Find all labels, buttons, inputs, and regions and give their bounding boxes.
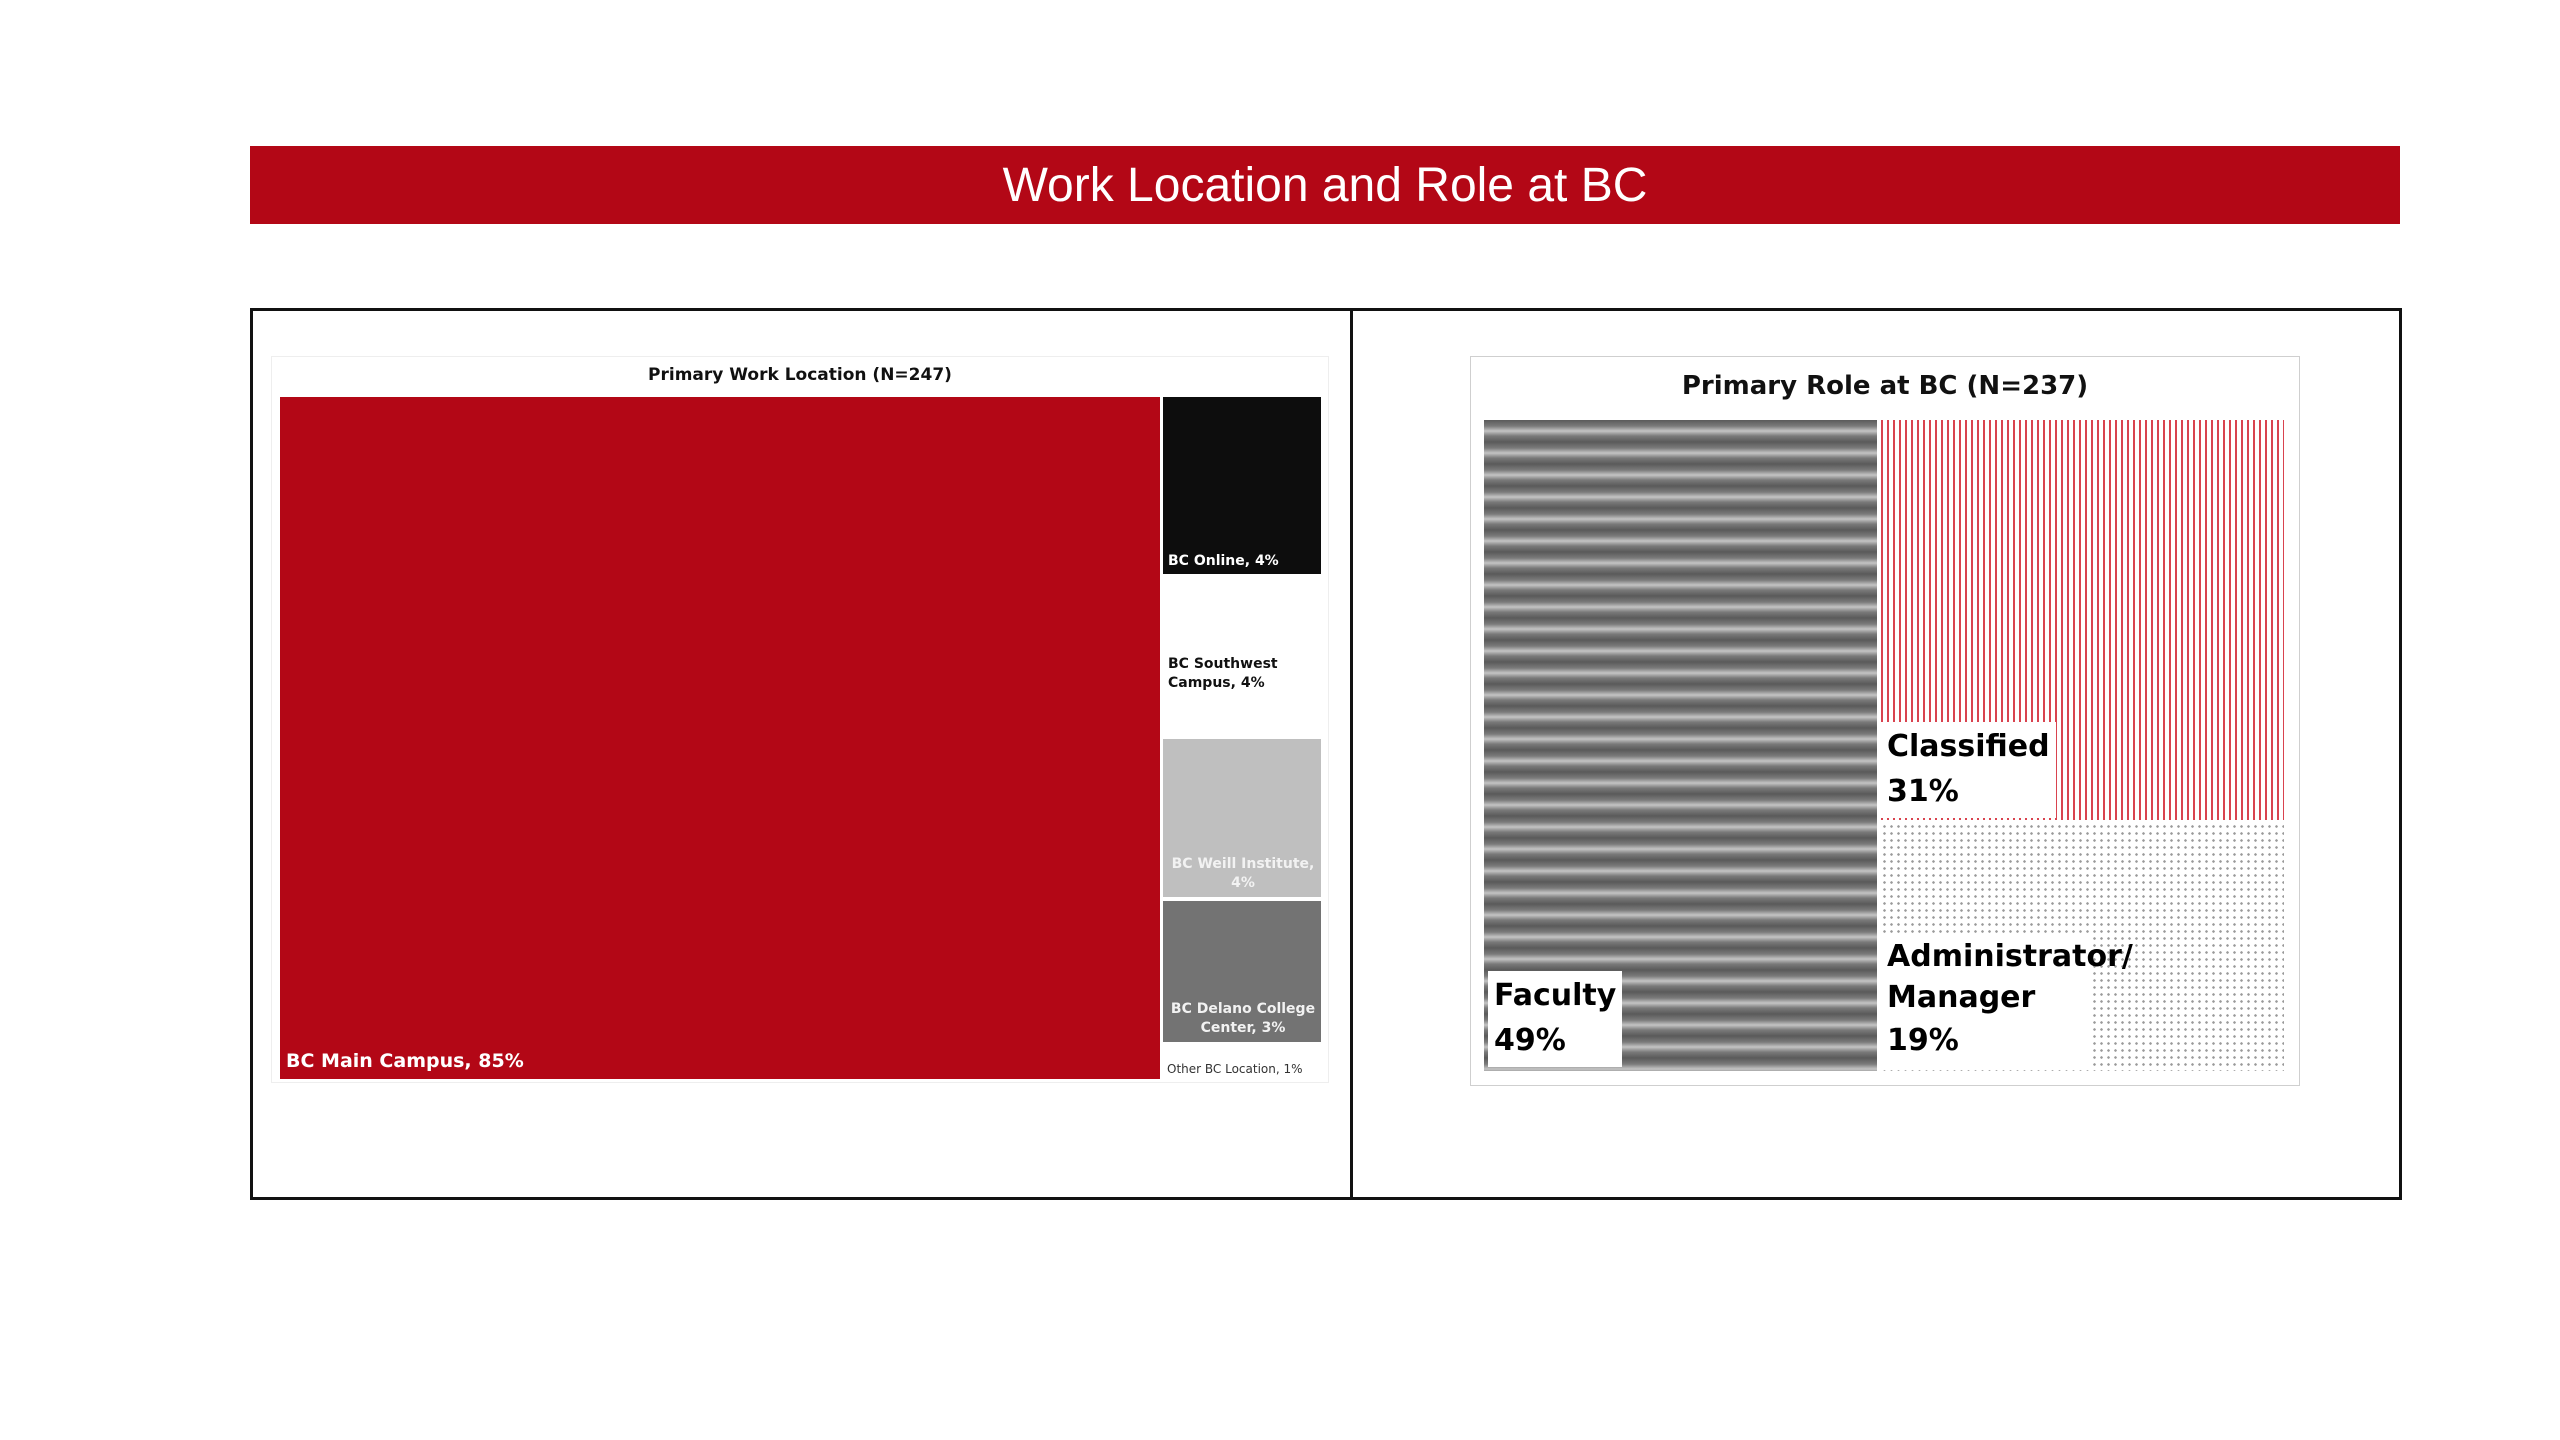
tile-label-other-bc-location: Other BC Location, 1%	[1167, 1061, 1303, 1076]
tile-label-bc-southwest-campus: BC Southwest Campus, 4%	[1168, 656, 1278, 692]
tile-label-faculty: Faculty	[1494, 978, 1617, 1013]
tile-label-classified: Classified	[1887, 729, 2050, 764]
tile-bc-delano-college-center	[1163, 901, 1321, 1042]
tile-label-bc-online: BC Online, 4%	[1168, 553, 1279, 570]
charts-container	[250, 308, 2402, 1200]
tile-bc-weill-institute	[1163, 739, 1321, 897]
role-chart-title: Primary Role at BC (N=237)	[1681, 371, 2089, 401]
work-location-chart-title: Primary Work Location (N=247)	[648, 365, 952, 385]
tile-bc-online	[1163, 397, 1321, 574]
tile-pct-classified: 31%	[1887, 774, 1959, 809]
tile-label-administrator-manager: Administrator/ Manager	[1887, 939, 2133, 1015]
administrator-label-box	[1881, 935, 2133, 1067]
classified-label-box	[1881, 722, 2056, 818]
role-panel	[1353, 311, 2399, 1197]
tile-faculty	[1484, 420, 1877, 1071]
tile-classified	[1881, 420, 2284, 820]
work-location-panel	[253, 311, 1353, 1197]
faculty-label-box	[1488, 971, 1622, 1067]
tile-bc-southwest-campus	[1163, 576, 1321, 697]
tile-bc-main-campus	[280, 397, 1160, 1079]
work-location-chart	[271, 356, 1329, 1083]
page-title: Work Location and Role at BC	[250, 146, 2400, 224]
tile-other-bc-location	[1163, 1045, 1321, 1079]
tile-pct-faculty: 49%	[1494, 1023, 1566, 1058]
tile-label-bc-weill-institute: BC Weill Institute, 4%	[1171, 856, 1315, 892]
tile-label-bc-main-campus: BC Main Campus, 85%	[286, 1050, 524, 1073]
tile-pct-administrator-manager: 19%	[1887, 1023, 1959, 1058]
tile-administrator-manager	[1881, 823, 2284, 1071]
role-chart	[1470, 356, 2300, 1086]
tile-label-bc-delano-college-center: BC Delano College Center, 3%	[1170, 1001, 1316, 1037]
